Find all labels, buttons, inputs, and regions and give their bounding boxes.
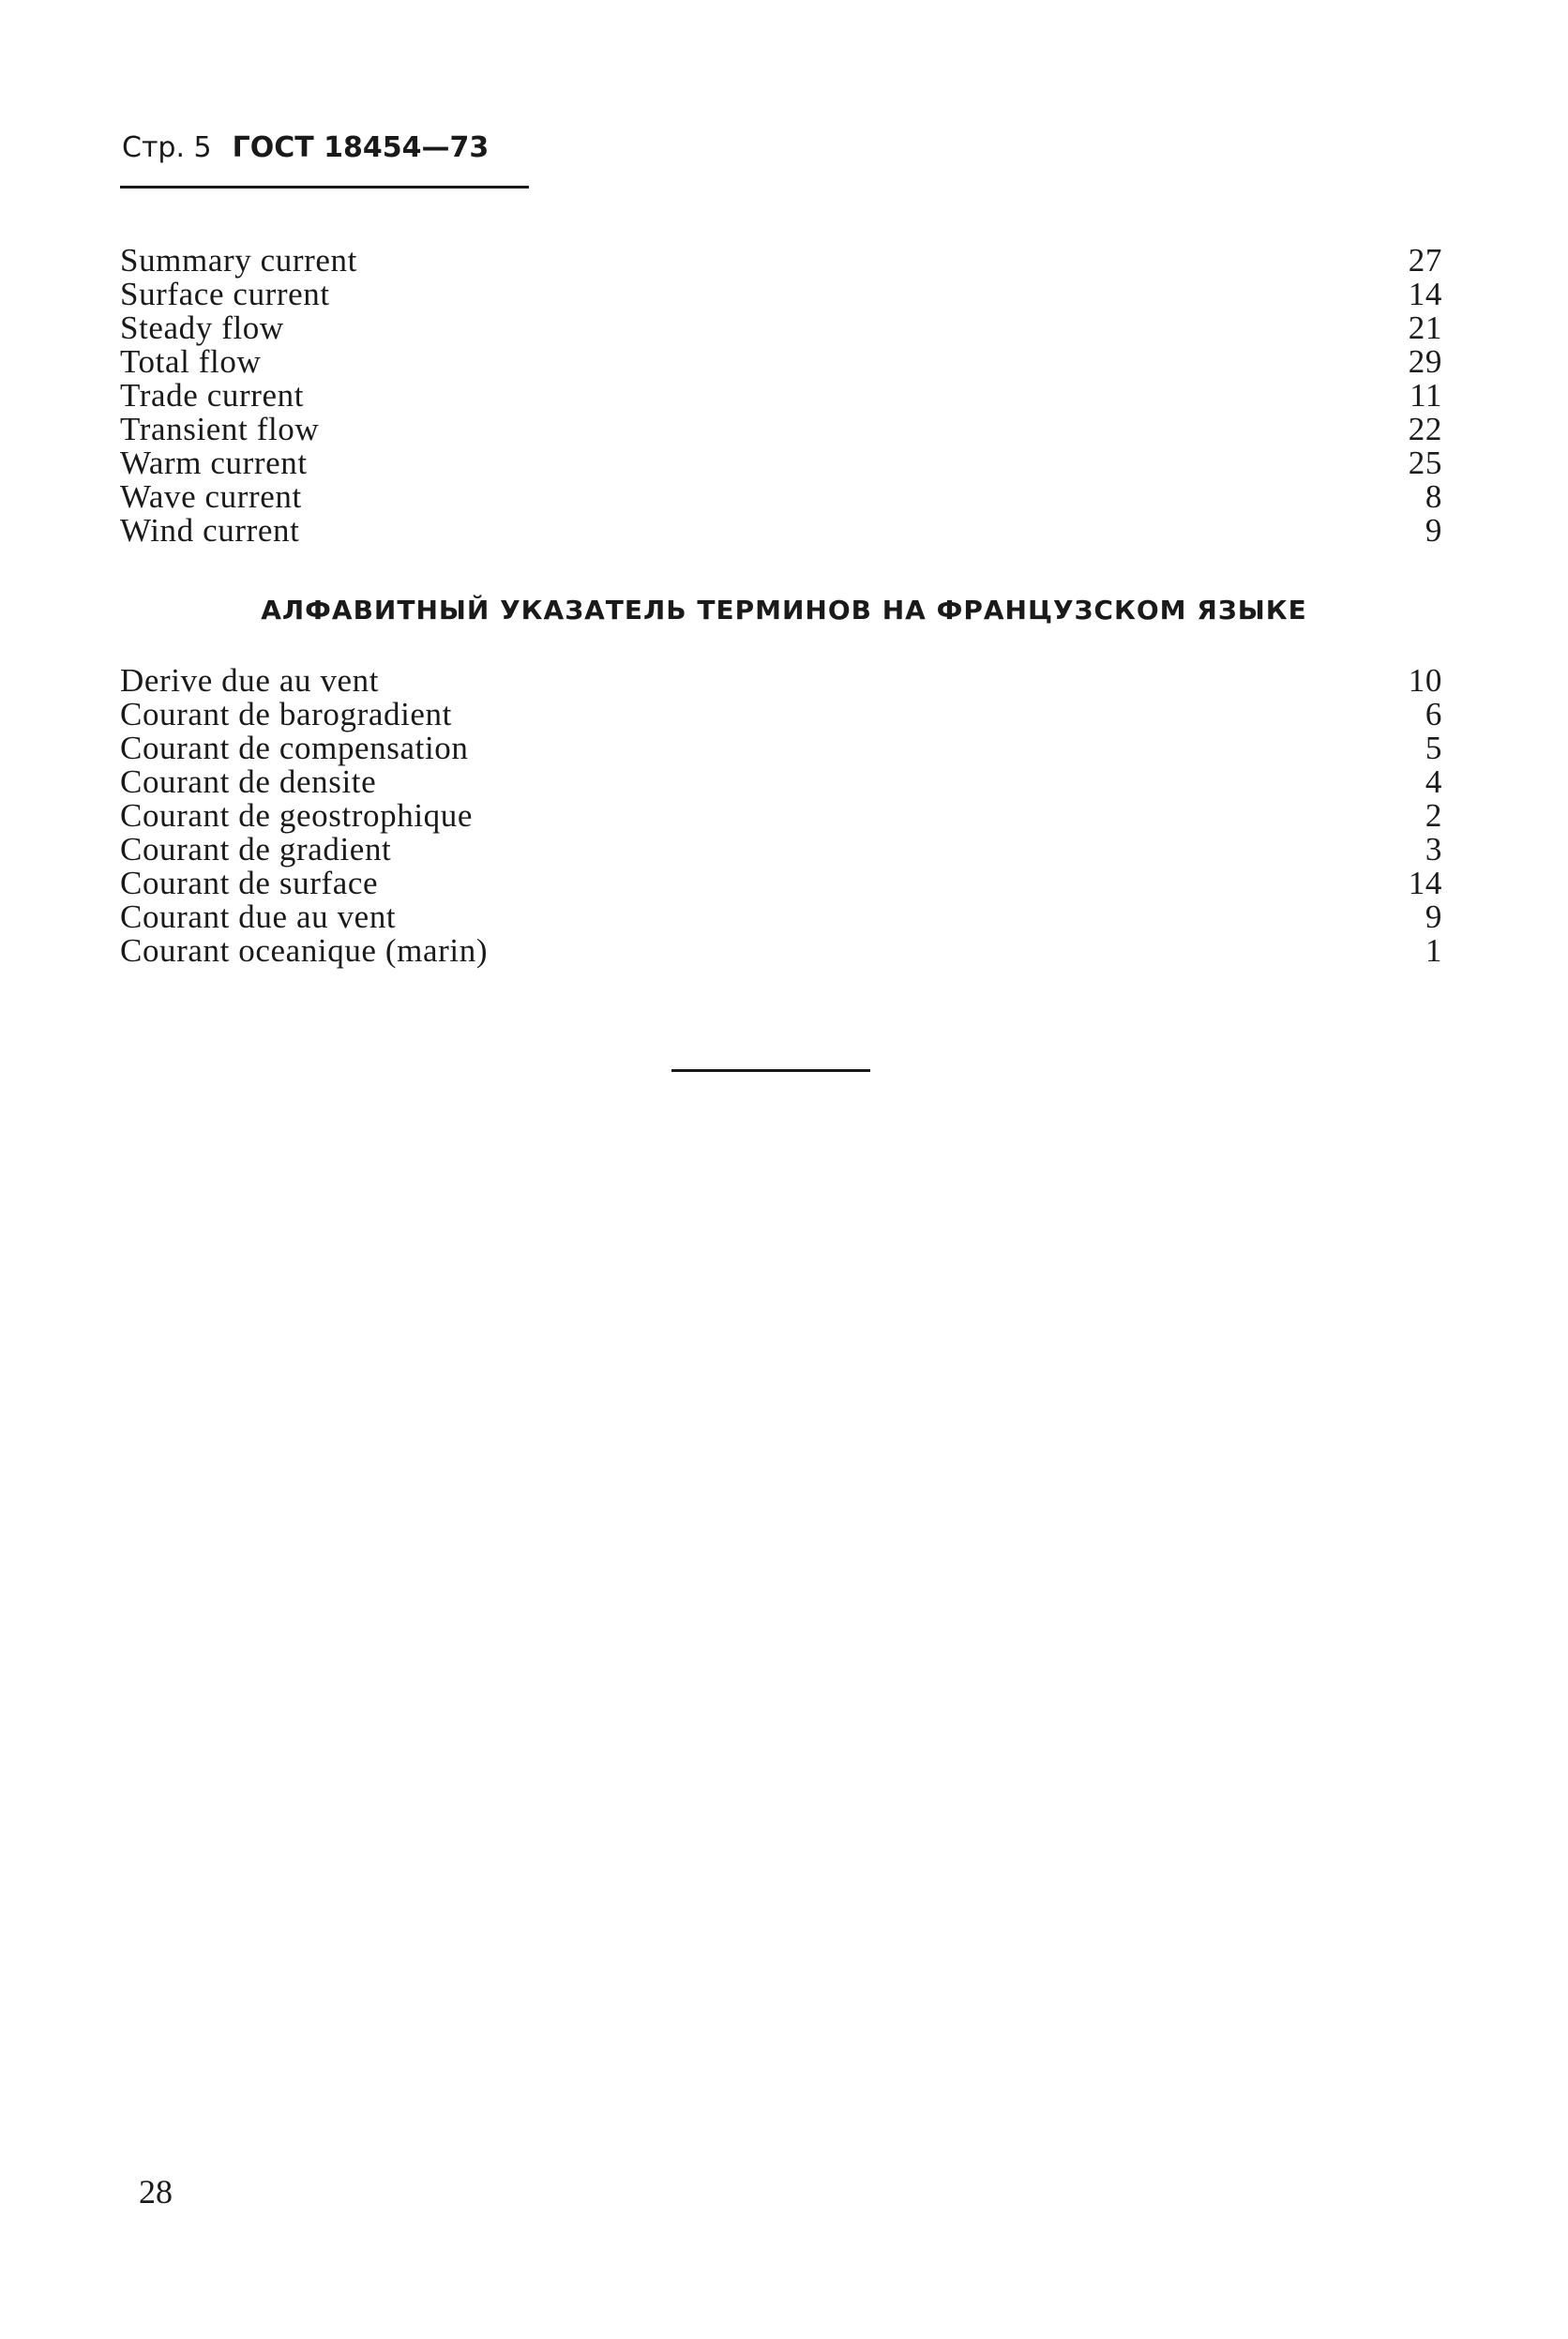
term-number: 21 bbox=[1408, 309, 1442, 346]
page-reference: Стр. 5 bbox=[122, 131, 212, 164]
term-number: 10 bbox=[1408, 662, 1442, 699]
term-number: 4 bbox=[1425, 763, 1442, 800]
term-number: 8 bbox=[1425, 478, 1442, 515]
term-number: 2 bbox=[1425, 797, 1442, 834]
index-term: Courant due au vent bbox=[120, 898, 397, 935]
index-entry bbox=[111, 867, 1442, 900]
term-number: 14 bbox=[1408, 276, 1442, 312]
index-entry bbox=[111, 833, 1442, 867]
term-number: 14 bbox=[1408, 865, 1442, 901]
index-term: Surface current bbox=[120, 276, 330, 312]
index-term: Summary current bbox=[120, 242, 357, 279]
index-term: Steady flow bbox=[120, 309, 284, 346]
term-number: 9 bbox=[1425, 512, 1442, 549]
term-number: 3 bbox=[1425, 831, 1442, 868]
index-term: Warm current bbox=[120, 445, 308, 481]
index-entry bbox=[111, 765, 1442, 799]
index-term: Wind current bbox=[120, 512, 300, 549]
french-term-index bbox=[111, 664, 1442, 968]
index-entry bbox=[111, 345, 1442, 379]
term-number: 27 bbox=[1408, 242, 1442, 279]
end-separator-rule bbox=[671, 1069, 870, 1072]
term-number: 9 bbox=[1425, 898, 1442, 935]
index-entry bbox=[111, 664, 1442, 698]
term-number: 25 bbox=[1408, 445, 1442, 481]
index-term: Courant de barogradient bbox=[120, 696, 452, 732]
index-entry bbox=[111, 900, 1442, 934]
index-entry bbox=[111, 413, 1442, 446]
index-entry bbox=[111, 379, 1442, 413]
term-number: 1 bbox=[1425, 932, 1442, 969]
standard-designation: ГОСТ 18454—73 bbox=[232, 131, 490, 164]
index-entry bbox=[111, 311, 1442, 345]
index-term: Total flow bbox=[120, 343, 262, 380]
index-entry bbox=[111, 732, 1442, 765]
page-number: 28 bbox=[139, 2173, 173, 2211]
index-term: Courant oceanique (marin) bbox=[120, 932, 489, 969]
index-term: Derive due au vent bbox=[120, 662, 380, 699]
term-number: 11 bbox=[1410, 377, 1442, 414]
term-number: 22 bbox=[1408, 411, 1442, 447]
index-term: Courant de densite bbox=[120, 763, 377, 800]
index-term: Trade current bbox=[120, 377, 305, 414]
header-underline bbox=[120, 186, 529, 189]
term-number: 5 bbox=[1425, 730, 1442, 766]
index-entry bbox=[111, 278, 1442, 311]
index-term: Wave current bbox=[120, 478, 302, 515]
term-number: 6 bbox=[1425, 696, 1442, 732]
index-entry bbox=[111, 480, 1442, 514]
index-entry bbox=[111, 244, 1442, 278]
index-entry bbox=[111, 514, 1442, 548]
index-entry bbox=[111, 934, 1442, 968]
index-term: Courant de surface bbox=[120, 865, 379, 901]
index-entry bbox=[111, 446, 1442, 480]
english-term-index bbox=[111, 244, 1442, 548]
term-number: 29 bbox=[1408, 343, 1442, 380]
index-term: Courant de compensation bbox=[120, 730, 469, 766]
index-term: Transient flow bbox=[120, 411, 320, 447]
index-term: Courant de geostrophique bbox=[120, 797, 473, 834]
french-index-heading: АЛФАВИТНЫЙ УКАЗАТЕЛЬ ТЕРМИНОВ НА ФРАНЦУЗСКОМ ЯЗЫКЕ bbox=[261, 595, 1307, 626]
index-term: Courant de gradient bbox=[120, 831, 392, 868]
index-entry bbox=[111, 799, 1442, 833]
index-entry bbox=[111, 698, 1442, 732]
page-header bbox=[122, 131, 489, 164]
